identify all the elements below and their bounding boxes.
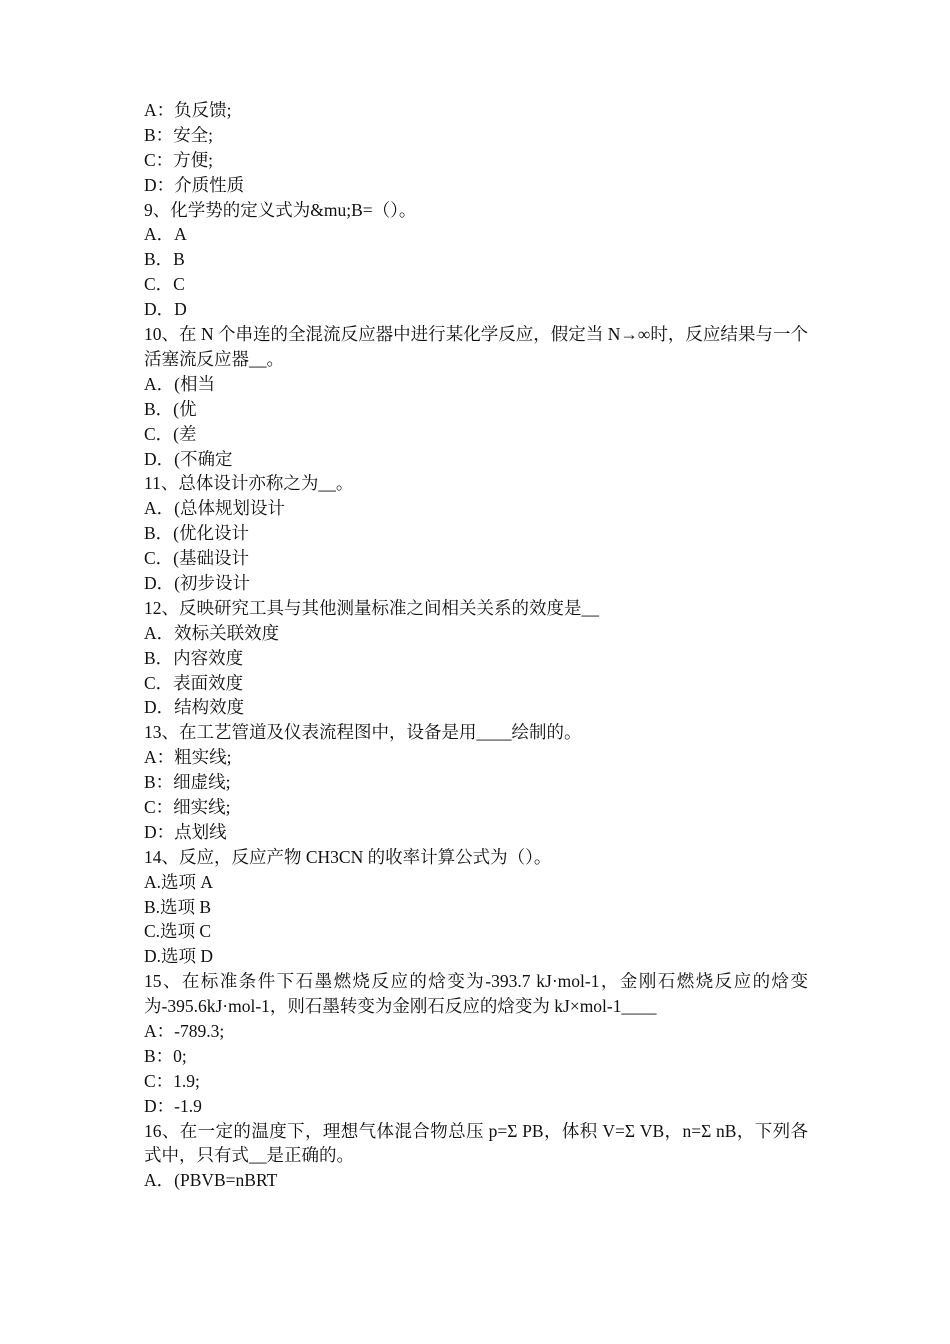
option-line: C.选项 C xyxy=(144,921,212,942)
option-line: B．(优 xyxy=(144,398,197,419)
question-13: 13、在工艺管道及仪表流程图中，设备是用____绘制的。 xyxy=(144,722,582,743)
option-line: D．D xyxy=(144,299,187,320)
option-line: B：安全; xyxy=(144,124,214,145)
option-line: C．(基础设计 xyxy=(144,548,249,569)
question-15: 15、在标准条件下石墨燃烧反应的焓变为-393.7 kJ·mol-1，金刚石燃烧反应的焓变为-395.6kJ·mol-1，则石墨转变为金刚石反应的焓变为 kJ×mol-1____ xyxy=(144,971,808,1017)
question-9: 9、化学势的定义式为&mu;B=（）。 xyxy=(144,199,417,220)
option-line: A．(PBVB=nBRT xyxy=(144,1170,278,1191)
option-line: A：负反馈; xyxy=(144,100,232,120)
option-line: D．(不确定 xyxy=(144,448,233,469)
question-14: 14、反应，反应产物 CH3CN 的收率计算公式为（）。 xyxy=(144,846,552,867)
option-line: D：点划线 xyxy=(144,821,227,842)
option-line: D．结构效度 xyxy=(144,697,245,718)
option-line: D：-1.9 xyxy=(144,1095,202,1116)
option-line: A．效标关联效度 xyxy=(144,622,280,643)
option-line: B.选项 B xyxy=(144,896,212,917)
question-list xyxy=(144,98,808,1193)
option-line: A．(总体规划设计 xyxy=(144,498,285,519)
option-line: B．内容效度 xyxy=(144,647,244,668)
question-16: 16、在一定的温度下，理想气体混合物总压 p=Σ PB，体积 V=Σ VB，n=Σ nB，下列各式中，只有式__是正确的。 xyxy=(144,1120,808,1166)
option-line: A.选项 A xyxy=(144,871,214,892)
option-line: D.选项 D xyxy=(144,946,214,967)
option-line: B．B xyxy=(144,249,185,270)
question-11: 11、总体设计亦称之为__。 xyxy=(144,473,354,494)
option-line: D：介质性质 xyxy=(144,174,245,195)
option-line: C：1.9; xyxy=(144,1070,200,1091)
option-line: A：-789.3; xyxy=(144,1021,225,1042)
option-line: C．C xyxy=(144,274,185,295)
option-line: C：细实线; xyxy=(144,796,231,817)
option-line: C．(差 xyxy=(144,423,197,444)
option-line: D．(初步设计 xyxy=(144,572,250,593)
option-line: A．A xyxy=(144,224,187,245)
option-line: B．(优化设计 xyxy=(144,523,249,544)
question-10: 10、在 N 个串连的全混流反应器中进行某化学反应，假定当 N→∞时，反应结果与一个活塞流反应器__。 xyxy=(144,324,808,369)
option-line: B：细虚线; xyxy=(144,772,231,793)
question-12: 12、反映研究工具与其他测量标准之间相关关系的效度是__ xyxy=(144,597,599,618)
option-line: C．表面效度 xyxy=(144,672,244,693)
option-line: A：粗实线; xyxy=(144,747,232,768)
option-line: A．(相当 xyxy=(144,373,215,394)
option-line: B：0; xyxy=(144,1045,187,1066)
option-line: C：方便; xyxy=(144,149,214,170)
